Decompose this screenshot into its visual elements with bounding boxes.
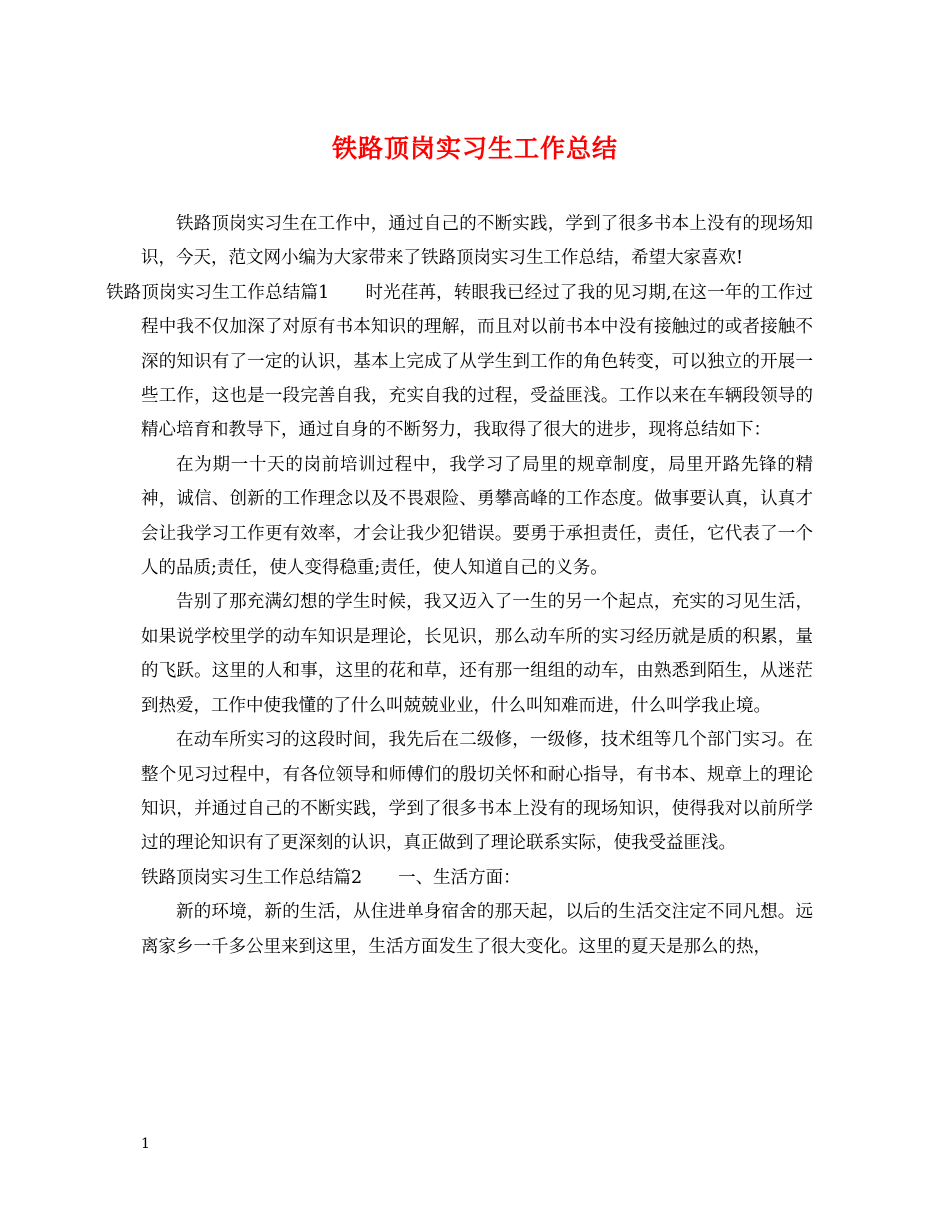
section1-heading: 铁路顶岗实习生工作总结篇1 [106,282,330,303]
page-number: 1 [141,1136,150,1152]
paragraph-new-life: 新的环境，新的生活，从住进单身宿舍的那天起，以后的生活交注定不同凡想。远离家乡一千多公里来到这里，生活方面发生了很大变化。这里的夏天是那么的热， [141,902,813,957]
intro-text: 铁路顶岗实习生在工作中，通过自己的不断实践，学到了很多书本上没有的现场知识，今天，范文网小编为大家带来了铁路顶岗实习生工作总结，希望大家喜欢! [141,214,813,269]
paragraph-training: 在为期一十天的岗前培训过程中，我学习了局里的规章制度，局里开路先锋的精神，诚信、创新的工作理念以及不畏艰险、勇攀高峰的工作态度。做事要认真，认真才会让我学习工作更有效率，才会让我少犯错误。要勇于承担责任，责任，它代表了一个人的品质;责任，使人变得稳重;责任，使人知道自己的义务。 [141,454,813,579]
paragraph-farewell: 告别了那充满幻想的学生时候，我又迈入了一生的另一个起点，充实的习见生活，如果说学校里学的动车知识是理论，长见识，那么动车所的实习经历就是质的积累，量的飞跃。这里的人和事，这里的花和草，还有那一组组的动车，由熟悉到陌生，从迷茫到热爱，工作中使我懂的了什么叫兢兢业业，什么叫知难而进，什么叫学我止境。 [141,592,813,716]
document-title: 铁路顶岗实习生工作总结 [331,134,618,163]
section2-heading: 铁路顶岗实习生工作总结篇2 [141,867,363,888]
section2-heading-line [141,861,813,895]
intro-paragraph [106,207,813,448]
section2-lead-text: 一、生活方面： [398,867,521,888]
document-body [106,207,813,964]
paragraph-internship: 在动车所实习的这段时间，我先后在二级修，一级修，技术组等几个部门实习。在整个见习过程中，有各位领导和师傅们的殷切关怀和耐心指导，有书本、规章上的理论知识，并通过自己的不断实践，学到了很多书本上没有的现场知识，使得我对以前所学过的理论知识有了更深刻的认识，真正做到了理论联系实际，使我受益匪浅。 [141,730,813,854]
section1-lead-text: 时光荏苒，转眼我已经过了我的见习期,在这一年的工作过程中我不仅加深了对原有书本知识的理解，而且对以前书本中没有接触过的或者接触不深的知识有了一定的认识，基本上完成了从学生到工作的角色转变，可以独立的开展一些工作，这也是一段完善自我，充实自我的过程，受益匪浅。工作以来在车辆段领导的精心培育和教导下，通过自身的不断努力，我取得了很大的进步，现将总结如下： [141,282,813,441]
